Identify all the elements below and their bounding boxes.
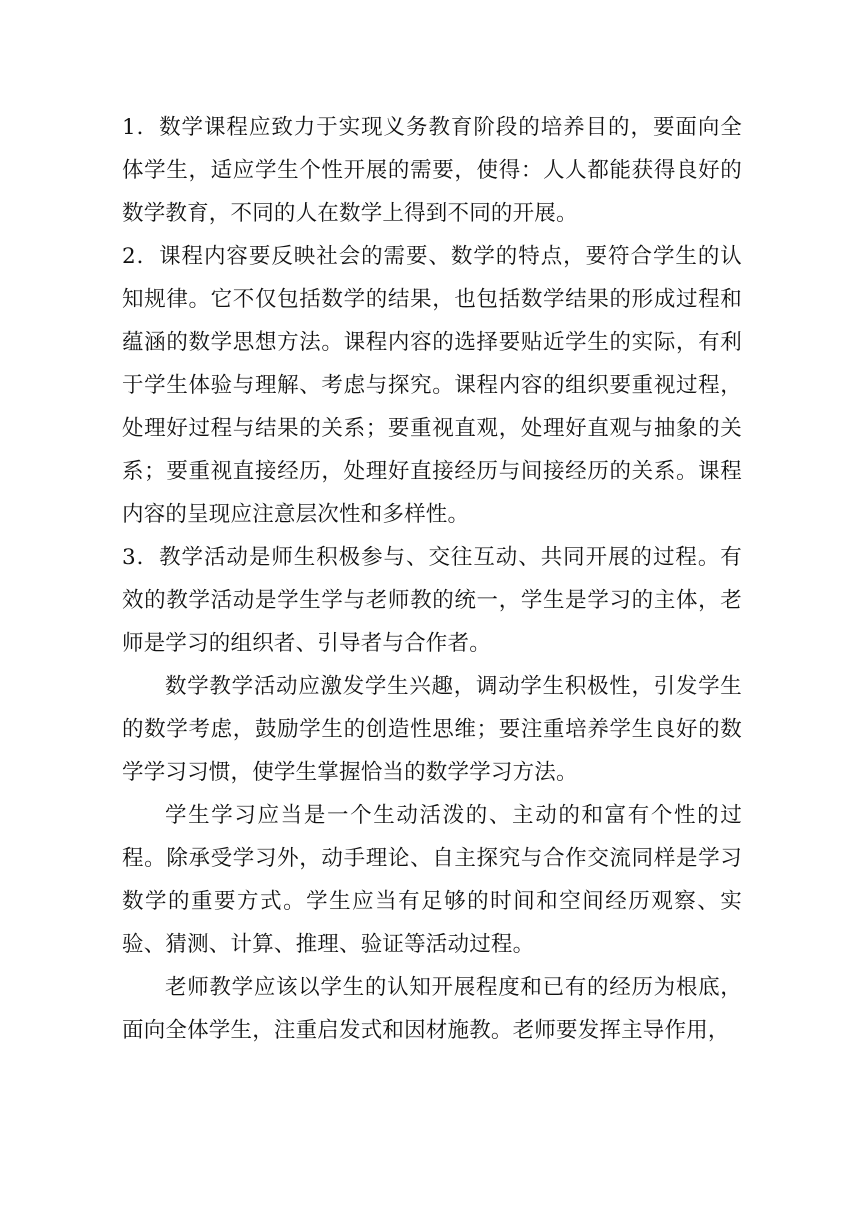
document-body bbox=[122, 106, 742, 1052]
paragraph-interest: 数学教学活动应激发学生兴趣，调动学生积极性，引发学生的数学考虑，鼓励学生的创造性思维；要注重培养学生良好的数学学习习惯，使学生掌握恰当的数学学习方法。 bbox=[122, 674, 742, 785]
paragraph-goal: 1．数学课程应致力于实现义务教育阶段的培养目的，要面向全体学生，适应学生个性开展的需要，使得：人人都能获得良好的数学教育，不同的人在数学上得到不同的开展。 bbox=[122, 115, 742, 226]
paragraph-content: 2．课程内容要反映社会的需要、数学的特点，要符合学生的认知规律。它不仅包括数学的结果，也包括数学结果的形成过程和蕴涵的数学思想方法。课程内容的选择要贴近学生的实际，有利于学生体验与理解、考虑与探究。课程内容的组织要重视过程，处理好过程与结果的关系；要重视直观，处理好直观与抽象的关系；要重视直接经历，处理好直接经历与间接经历的关系。课程内容的呈现应注意层次性和多样性。 bbox=[122, 244, 742, 527]
paragraph-teacher-teaching: 老师教学应该以学生的认知开展程度和已有的经历为根底，面向全体学生，注重启发式和因材施教。老师要发挥主导作用， bbox=[122, 975, 742, 1043]
paragraph-teaching-activity: 3．教学活动是师生积极参与、交往互动、共同开展的过程。有效的教学活动是学生学与老师教的统一，学生是学习的主体，老师是学习的组织者、引导者与合作者。 bbox=[122, 545, 742, 656]
paragraph-student-learning: 学生学习应当是一个生动活泼的、主动的和富有个性的过程。除承受学习外，动手理论、自主探究与合作交流同样是学习数学的重要方式。学生应当有足够的时间和空间经历观察、实验、猜测、计算、推理、验证等活动过程。 bbox=[122, 803, 742, 957]
